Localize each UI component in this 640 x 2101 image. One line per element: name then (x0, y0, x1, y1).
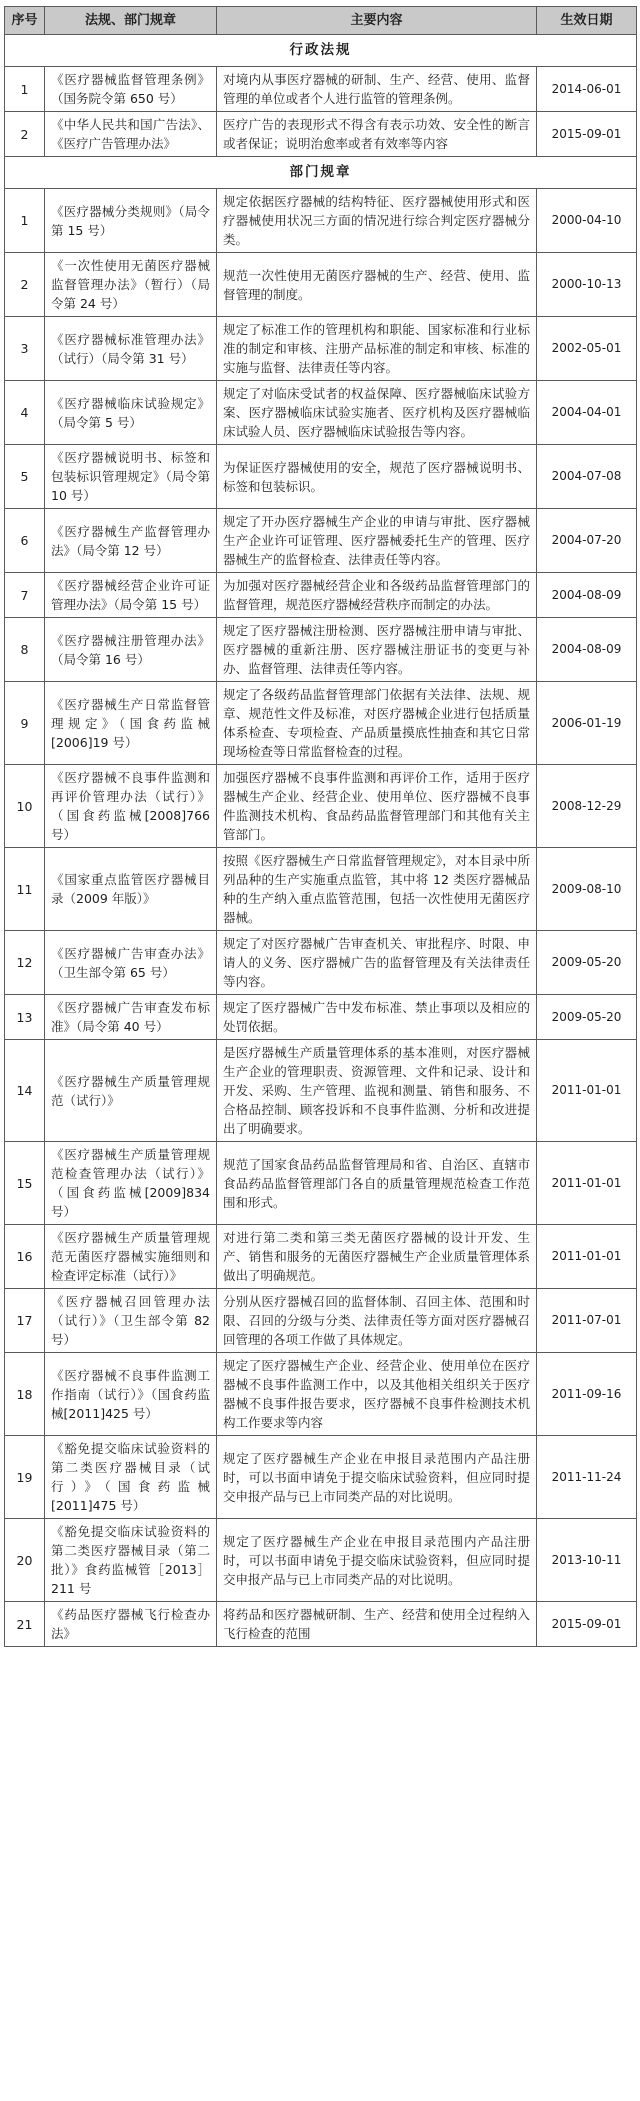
row-regulation: 《药品医疗器械飞行检查办法》 (45, 1602, 217, 1647)
row-effective-date: 2006-01-19 (537, 682, 637, 765)
row-content: 规定了开办医疗器械生产企业的申请与审批、医疗器械生产企业许可证管理、医疗器械委托生产的管理、医疗器械生产的监督检查、法律责任等内容。 (217, 509, 537, 573)
row-content: 分别从医疗器械召回的监督体制、召回主体、范围和时限、召回的分级与分类、法律责任等方面对医疗器械召回管理的各项工作做了具体规定。 (217, 1289, 537, 1353)
row-regulation: 《医疗器械广告审查发布标准》（局令第 40 号） (45, 995, 217, 1040)
table-row (5, 445, 637, 509)
row-number: 10 (5, 765, 45, 848)
row-regulation: 《医疗器械生产质量管理规范无菌医疗器械实施细则和检查评定标准（试行）》 (45, 1225, 217, 1289)
regulations-table (4, 6, 637, 1647)
row-effective-date: 2011-11-24 (537, 1436, 637, 1519)
table-row (5, 765, 637, 848)
table-row (5, 1040, 637, 1142)
row-content: 规定了医疗器械生产企业在申报目录范围内产品注册时，可以书面申请免于提交临床试验资料，但应同时提交申报产品与已上市同类产品的对比说明。 (217, 1436, 537, 1519)
header-date: 生效日期 (537, 7, 637, 35)
row-number: 21 (5, 1602, 45, 1647)
row-content: 规范一次性使用无菌医疗器械的生产、经营、使用、监督管理的制度。 (217, 253, 537, 317)
row-regulation: 《医疗器械广告审查办法》（卫生部令第 65 号） (45, 931, 217, 995)
table-row (5, 1225, 637, 1289)
table-header (5, 7, 637, 35)
row-number: 17 (5, 1289, 45, 1353)
row-regulation: 《医疗器械说明书、标签和包装标识管理规定》（局令第 10 号） (45, 445, 217, 509)
row-content: 是医疗器械生产质量管理体系的基本准则，对医疗器械生产企业的管理职责、资源管理、文件和记录、设计和开发、采购、生产管理、监视和测量、销售和服务、不合格品控制、顾客投诉和不良事件监测、分析和改进提出了明确要求。 (217, 1040, 537, 1142)
table-row (5, 995, 637, 1040)
row-number: 15 (5, 1142, 45, 1225)
row-content: 规定了对临床受试者的权益保障、医疗器械临床试验方案、医疗器械临床试验实施者、医疗机构及医疗器械临床试验人员、医疗器械临床试验报告等内容。 (217, 381, 537, 445)
row-content: 对境内从事医疗器械的研制、生产、经营、使用、监督管理的单位或者个人进行监管的管理条例。 (217, 67, 537, 112)
row-effective-date: 2009-08-10 (537, 848, 637, 931)
row-content: 为加强对医疗器械经营企业和各级药品监督管理部门的监督管理，规范医疗器械经营秩序而制定的办法。 (217, 573, 537, 618)
row-regulation: 《医疗器械不良事件监测工作指南（试行）》（国食药监械[2011]425 号） (45, 1353, 217, 1436)
section-row (5, 35, 637, 67)
row-number: 14 (5, 1040, 45, 1142)
row-content: 规定了各级药品监督管理部门依据有关法律、法规、规章、规范性文件及标准，对医疗器械企业进行包括质量体系检查、专项检查、产品质量摸底性抽查和其它日常现场检查等日常监督检查的过程。 (217, 682, 537, 765)
row-regulation: 《医疗器械生产质量管理规范（试行）》 (45, 1040, 217, 1142)
row-effective-date: 2004-07-08 (537, 445, 637, 509)
row-regulation: 《豁免提交临床试验资料的第二类医疗器械目录（试行）》（国食药监械[2011]475 号） (45, 1436, 217, 1519)
table-row (5, 682, 637, 765)
row-effective-date: 2002-05-01 (537, 317, 637, 381)
row-regulation: 《医疗器械生产日常监督管理规定》（国食药监械[2006]19 号） (45, 682, 217, 765)
table-row (5, 1353, 637, 1436)
table-row (5, 1602, 637, 1647)
table-row (5, 253, 637, 317)
row-effective-date: 2004-07-20 (537, 509, 637, 573)
row-content: 加强医疗器械不良事件监测和再评价工作，适用于医疗器械生产企业、经营企业、使用单位、医疗器械不良事件监测技术机构、食品药品监督管理部门和其他有关主管部门。 (217, 765, 537, 848)
row-content: 医疗广告的表现形式不得含有表示功效、安全性的断言或者保证；说明治愈率或者有效率等内容 (217, 112, 537, 157)
row-content: 规定了医疗器械注册检测、医疗器械注册申请与审批、医疗器械的重新注册、医疗器械注册证书的变更与补办、监督管理、法律责任等内容。 (217, 618, 537, 682)
row-regulation: 《医疗器械监督管理条例》（国务院令第 650 号） (45, 67, 217, 112)
row-regulation: 《医疗器械不良事件监测和再评价管理办法（试行）》（国食药监械[2008]766 号） (45, 765, 217, 848)
row-number: 2 (5, 253, 45, 317)
table-row (5, 1436, 637, 1519)
table-row (5, 618, 637, 682)
table-row (5, 1519, 637, 1602)
row-effective-date: 2009-05-20 (537, 931, 637, 995)
table-row (5, 848, 637, 931)
header-row (5, 7, 637, 35)
row-regulation: 《医疗器械召回管理办法（试行）》（卫生部令第 82 号） (45, 1289, 217, 1353)
header-law: 法规、部门规章 (45, 7, 217, 35)
row-regulation: 《中华人民共和国广告法》、《医疗广告管理办法》 (45, 112, 217, 157)
row-effective-date: 2004-08-09 (537, 618, 637, 682)
table-row (5, 1142, 637, 1225)
row-number: 6 (5, 509, 45, 573)
row-regulation: 《医疗器械生产监督管理办法》（局令第 12 号） (45, 509, 217, 573)
row-regulation: 《医疗器械注册管理办法》（局令第 16 号） (45, 618, 217, 682)
row-effective-date: 2011-01-01 (537, 1225, 637, 1289)
row-effective-date: 2004-08-09 (537, 573, 637, 618)
table-row (5, 509, 637, 573)
table-row (5, 112, 637, 157)
row-number: 13 (5, 995, 45, 1040)
row-effective-date: 2011-01-01 (537, 1040, 637, 1142)
table-row (5, 573, 637, 618)
row-number: 4 (5, 381, 45, 445)
row-number: 5 (5, 445, 45, 509)
row-regulation: 《一次性使用无菌医疗器械监督管理办法》（暂行）（局令第 24 号） (45, 253, 217, 317)
row-number: 1 (5, 67, 45, 112)
row-content: 为保证医疗器械使用的安全，规范了医疗器械说明书、标签和包装标识。 (217, 445, 537, 509)
row-content: 规定了医疗器械生产企业在申报目录范围内产品注册时，可以书面申请免于提交临床试验资料，但应同时提交申报产品与已上市同类产品的对比说明。 (217, 1519, 537, 1602)
section-title: 部门规章 (5, 157, 637, 189)
row-regulation: 《医疗器械标准管理办法》（试行）（局令第 31 号） (45, 317, 217, 381)
row-number: 1 (5, 189, 45, 253)
row-effective-date: 2013-10-11 (537, 1519, 637, 1602)
row-number: 20 (5, 1519, 45, 1602)
table-row (5, 189, 637, 253)
row-effective-date: 2000-04-10 (537, 189, 637, 253)
row-number: 8 (5, 618, 45, 682)
row-regulation: 《医疗器械经营企业许可证管理办法》（局令第 15 号） (45, 573, 217, 618)
row-number: 3 (5, 317, 45, 381)
row-effective-date: 2015-09-01 (537, 112, 637, 157)
table-body (5, 35, 637, 1647)
row-effective-date: 2014-06-01 (537, 67, 637, 112)
row-effective-date: 2000-10-13 (537, 253, 637, 317)
row-effective-date: 2015-09-01 (537, 1602, 637, 1647)
header-content: 主要内容 (217, 7, 537, 35)
table-row (5, 1289, 637, 1353)
row-content: 规定了对医疗器械广告审查机关、审批程序、时限、申请人的义务、医疗器械广告的监督管理及有关法律责任等内容。 (217, 931, 537, 995)
row-effective-date: 2011-07-01 (537, 1289, 637, 1353)
row-content: 规范了国家食品药品监督管理局和省、自治区、直辖市食品药品监督管理部门各自的质量管理规范检查工作范围和形式。 (217, 1142, 537, 1225)
row-effective-date: 2011-09-16 (537, 1353, 637, 1436)
row-content: 规定依据医疗器械的结构特征、医疗器械使用形式和医疗器械使用状况三方面的情况进行综合判定医疗器械分类。 (217, 189, 537, 253)
row-regulation: 《医疗器械分类规则》（局令第 15 号） (45, 189, 217, 253)
section-row (5, 157, 637, 189)
row-effective-date: 2011-01-01 (537, 1142, 637, 1225)
row-content: 规定了医疗器械广告中发布标准、禁止事项以及相应的处罚依据。 (217, 995, 537, 1040)
row-regulation: 《医疗器械生产质量管理规范检查管理办法（试行）》（国食药监械[2009]834 号） (45, 1142, 217, 1225)
row-content: 规定了标准工作的管理机构和职能、国家标准和行业标准的制定和审核、注册产品标准的制定和审核、标准的实施与监督、法律责任等内容。 (217, 317, 537, 381)
row-number: 11 (5, 848, 45, 931)
row-number: 16 (5, 1225, 45, 1289)
table-row (5, 317, 637, 381)
row-content: 将药品和医疗器械研制、生产、经营和使用全过程纳入飞行检查的范围 (217, 1602, 537, 1647)
row-number: 19 (5, 1436, 45, 1519)
section-title: 行政法规 (5, 35, 637, 67)
row-regulation: 《医疗器械临床试验规定》（局令第 5 号） (45, 381, 217, 445)
header-num: 序号 (5, 7, 45, 35)
row-number: 9 (5, 682, 45, 765)
table-row (5, 67, 637, 112)
row-number: 18 (5, 1353, 45, 1436)
row-content: 规定了医疗器械生产企业、经营企业、使用单位在医疗器械不良事件监测工作中，以及其他相关组织关于医疗器械不良事件报告要求，医疗器械不良事件检测技术机构工作要求等内容 (217, 1353, 537, 1436)
row-effective-date: 2008-12-29 (537, 765, 637, 848)
row-effective-date: 2004-04-01 (537, 381, 637, 445)
row-number: 2 (5, 112, 45, 157)
regulations-table-container (4, 6, 636, 1647)
row-number: 12 (5, 931, 45, 995)
row-regulation: 《国家重点监管医疗器械目录（2009 年版）》 (45, 848, 217, 931)
row-content: 按照《医疗器械生产日常监督管理规定》，对本目录中所列品种的生产实施重点监管，其中将 12 类医疗器械品种的生产纳入重点监管范围，包括一次性使用无菌医疗器械。 (217, 848, 537, 931)
row-effective-date: 2009-05-20 (537, 995, 637, 1040)
row-number: 7 (5, 573, 45, 618)
table-row (5, 931, 637, 995)
row-content: 对进行第二类和第三类无菌医疗器械的设计开发、生产、销售和服务的无菌医疗器械生产企业质量管理体系做出了明确规范。 (217, 1225, 537, 1289)
table-row (5, 381, 637, 445)
row-regulation: 《豁免提交临床试验资料的第二类医疗器械目录（第二批）》食药监械管［2013］211 号 (45, 1519, 217, 1602)
